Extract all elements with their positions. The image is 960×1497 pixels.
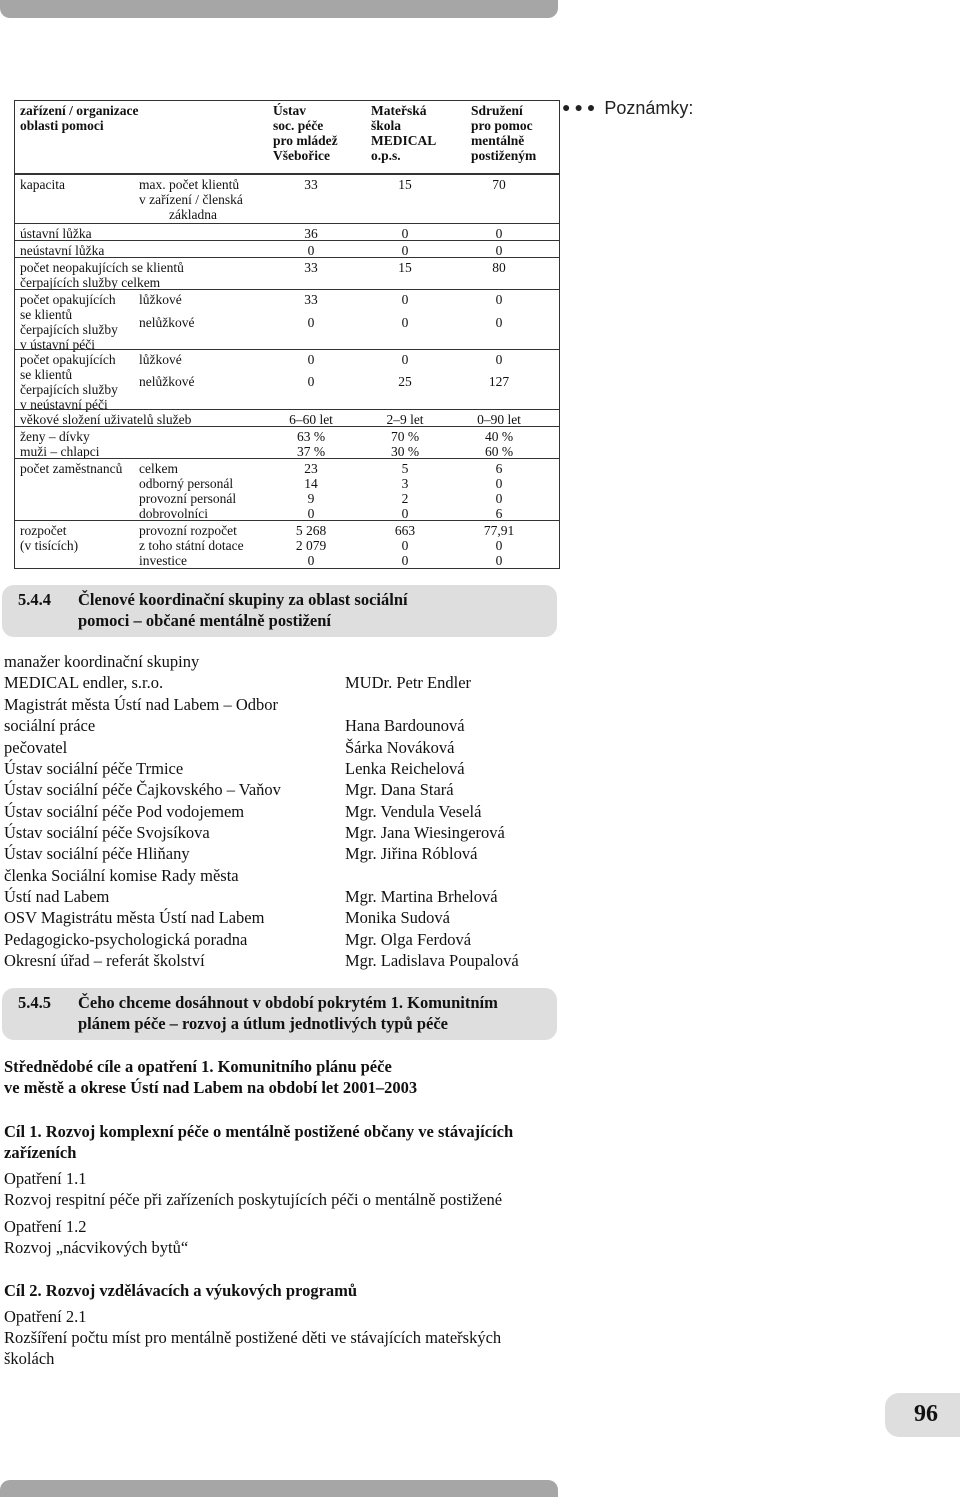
value: 6 0 0 6: [495, 461, 503, 521]
table-row-kapacita: [15, 173, 559, 223]
table-row-vek: [15, 409, 559, 426]
row-label: ženy – dívky muži – chlapci: [20, 429, 100, 459]
member-role: členka Sociální komise Rady města: [4, 866, 239, 885]
header-label: zařízení / organizace oblasti pomoci: [20, 103, 139, 133]
member-name: Lenka Reichelová: [345, 759, 465, 778]
row-label: věkové složení uživatelů služeb: [20, 412, 192, 427]
measure-text: Rozvoj respitní péče při zařízeních poskytujících péči o mentálně postižené: [4, 1190, 503, 1209]
row-label: ústavní lůžka: [20, 226, 92, 241]
member-role: Ústav sociální péče Pod vodojemem: [4, 802, 245, 821]
value: 63 % 37 %: [296, 429, 326, 459]
value: 2–9 let: [386, 412, 424, 427]
row-sublabel: lůžkové: [139, 352, 182, 367]
member-role: Okresní úřad – referát školství: [4, 951, 205, 970]
row-sublabel: nelůžkové: [139, 315, 195, 330]
member-role: pečovatel: [4, 738, 68, 757]
member-name: Mgr. Jana Wiesingerová: [345, 823, 505, 842]
measure-text: školách: [4, 1349, 55, 1368]
row-sublabel: celkem odborný personál provozní personál dobrovolníci: [139, 461, 237, 521]
table-row-ustavni: [15, 223, 559, 240]
section-title: Členové koordinační skupiny za oblast sociální pomoci – občané mentálně postižení: [78, 590, 408, 630]
value: 15: [398, 177, 412, 192]
goal-2-title: Cíl 2. Rozvoj vzdělávacích a výukových programů: [4, 1281, 358, 1300]
value: 0: [495, 226, 503, 241]
section-title: Čeho chceme dosáhnout v období pokrytém 1. Komunitním plánem péče – rozvoj a útlum jednotlivých typů péče: [78, 993, 498, 1033]
notes-label: Poznámky:: [604, 98, 694, 118]
value: 33: [304, 260, 318, 275]
measure-label: Opatření 2.1: [4, 1307, 87, 1326]
member-name: Monika Sudová: [345, 908, 450, 927]
value: 70: [492, 177, 506, 192]
header-col-medical: Mateřská škola MEDICAL o.p.s.: [371, 103, 437, 163]
value: 0: [495, 352, 503, 367]
member-role: Ústav sociální péče Čajkovského – Vaňov: [4, 780, 281, 799]
measure-label: Opatření 1.1: [4, 1169, 87, 1188]
row-sublabel: lůžkové: [139, 292, 182, 307]
section-number: 5.4.5: [18, 993, 51, 1012]
member-name: Mgr. Olga Ferdová: [345, 930, 472, 949]
row-sublabel: provozní rozpočet z toho státní dotace investice: [139, 523, 244, 568]
member-name: Mgr. Ladislava Poupalová: [345, 951, 519, 970]
section-heading-5-4-4: [2, 585, 557, 637]
top-decor-bar: [0, 0, 558, 18]
row-label: počet neopakujících se klientů čerpajících služby celkem: [20, 260, 184, 290]
header-col-sdruzeni: Sdružení pro pomoc mentálně postiženým: [471, 103, 537, 163]
value: 0: [495, 243, 503, 258]
value: 663 0 0: [394, 523, 416, 568]
value: 0: [307, 352, 315, 367]
member-name: Mgr. Vendula Veselá: [345, 802, 482, 821]
member-role: Pedagogicko-psychologická poradna: [4, 930, 248, 949]
page-number: 96: [914, 1401, 938, 1427]
value: 0–90 let: [477, 412, 521, 427]
row-label: neústavní lůžka: [20, 243, 105, 258]
value: 0: [495, 315, 503, 330]
value: 6–60 let: [289, 412, 333, 427]
section-number: 5.4.4: [18, 590, 51, 609]
row-label: počet zaměstnanců: [20, 461, 123, 476]
page-number-box: [885, 1393, 960, 1437]
value: 0: [307, 243, 315, 258]
row-sublabel: nelůžkové: [139, 374, 195, 389]
member-role: Ústav sociální péče Svojsíkova: [4, 823, 210, 842]
member-role: OSV Magistrátu města Ústí nad Labem: [4, 908, 265, 927]
member-role: sociální práce: [4, 716, 96, 735]
value: 0: [401, 315, 409, 330]
member-role: manažer koordinační skupiny: [4, 652, 200, 671]
value: 33: [304, 177, 318, 192]
notes-sidebar: [562, 98, 693, 119]
table-row-pohlavi: [15, 426, 559, 458]
table-row-opakujici-ustavni: [15, 289, 559, 352]
value: 0: [401, 243, 409, 258]
member-role: Ústav sociální péče Trmice: [4, 759, 184, 778]
value: 77,91 0 0: [483, 523, 515, 568]
bullet-dots-icon: ●●●: [562, 99, 600, 115]
value: 15: [398, 260, 412, 275]
value: 25: [398, 374, 412, 389]
member-role: Ústav sociální péče Hliňany: [4, 844, 190, 863]
table-row-neustavni: [15, 240, 559, 257]
goals-heading: Střednědobé cíle a opatření 1. Komunitního plánu péče: [4, 1057, 392, 1076]
table-header-row: [15, 101, 559, 173]
row-label: počet opakujících se klientů čerpajících služby v ústavní péči: [20, 292, 118, 352]
member-name: Šárka Nováková: [345, 738, 455, 757]
value: 80: [492, 260, 506, 275]
value: 0: [495, 292, 503, 307]
member-role: Magistrát města Ústí nad Labem – Odbor: [4, 695, 279, 714]
bottom-decor-bar: [0, 1480, 558, 1497]
value: 36: [304, 226, 318, 241]
row-label: počet opakujících se klientů čerpajících služby v neústavní péči: [20, 352, 118, 412]
value: 33: [304, 292, 318, 307]
section-heading-5-4-5: [2, 988, 557, 1040]
member-name: Hana Bardounová: [345, 716, 465, 735]
goals-heading: ve městě a okrese Ústí nad Labem na období let 2001–2003: [4, 1078, 418, 1097]
table-row-zamestnanci: [15, 458, 559, 520]
value: 0: [307, 374, 315, 389]
value: 0: [307, 315, 315, 330]
value: 127: [488, 374, 510, 389]
value: 5 3 2 0: [401, 461, 409, 521]
member-role: MEDICAL endler, s.r.o.: [4, 673, 164, 692]
table-row-opakujici-neustavni: [15, 349, 559, 412]
value: 0: [401, 292, 409, 307]
goal-1-title: Cíl 1. Rozvoj komplexní péče o mentálně postižené občany ve stávajících: [4, 1122, 514, 1141]
facility-table: [14, 100, 560, 569]
value: 5 268 2 079 0: [295, 523, 327, 568]
goal-1-title: zařízeních: [4, 1143, 77, 1162]
row-label: kapacita: [20, 177, 65, 192]
row-sublabel: max. počet klientů v zařízení / členská základna: [139, 177, 243, 222]
value: 0: [401, 352, 409, 367]
value: 40 % 60 %: [484, 429, 514, 459]
measure-label: Opatření 1.2: [4, 1217, 87, 1236]
member-name: Mgr. Jiřina Róblová: [345, 844, 478, 863]
measure-text: Rozšíření počtu míst pro mentálně postižené děti ve stávajících mateřských: [4, 1328, 502, 1347]
value: 70 % 30 %: [390, 429, 420, 459]
value: 0: [401, 226, 409, 241]
member-role: Ústí nad Labem: [4, 887, 110, 906]
value: 23 14 9 0: [304, 461, 318, 521]
measure-text: Rozvoj „nácvikových bytů“: [4, 1238, 189, 1257]
member-name: Mgr. Martina Brhelová: [345, 887, 498, 906]
row-label: rozpočet (v tisících): [20, 523, 79, 553]
table-row-rozpocet: [15, 520, 559, 568]
member-name: Mgr. Dana Stará: [345, 780, 454, 799]
header-col-uspm: Ústav soc. péče pro mládež Všebořice: [273, 103, 338, 163]
table-row-neopakujici: [15, 257, 559, 289]
member-name: MUDr. Petr Endler: [345, 673, 472, 692]
